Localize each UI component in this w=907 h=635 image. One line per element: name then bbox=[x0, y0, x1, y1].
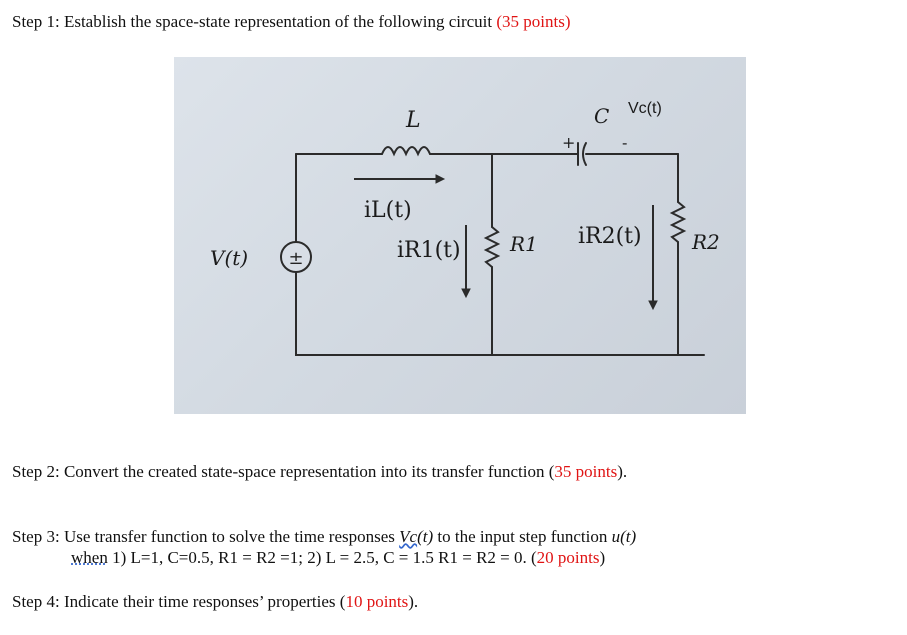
step2-heading bbox=[12, 462, 627, 482]
step3-text-b: to the input step function bbox=[433, 527, 612, 546]
step3-line2 bbox=[71, 548, 605, 568]
ir1-label: iR1(t) bbox=[397, 238, 461, 263]
step3-end: ) bbox=[599, 548, 606, 567]
step3-u: u bbox=[611, 527, 621, 546]
step3-text-a: Step 3: Use transfer function to solve the time responses bbox=[12, 527, 400, 546]
r2-zigzag bbox=[672, 202, 684, 242]
step1-text: Step 1: Establish the space-state representation of the following circuit bbox=[12, 12, 497, 31]
step1-heading bbox=[12, 12, 571, 32]
inductor-coil bbox=[382, 147, 430, 154]
step3-points: 20 points bbox=[536, 548, 600, 567]
cap-plus: + bbox=[562, 133, 576, 152]
step4-points: 10 points bbox=[345, 592, 409, 611]
source-sign: ± bbox=[288, 248, 304, 269]
inductor-label: L bbox=[406, 108, 421, 133]
source-label: V(t) bbox=[210, 246, 249, 270]
vc-label: Vc(t) bbox=[628, 100, 662, 117]
r1-label: R1 bbox=[510, 232, 538, 256]
bottom-wire bbox=[296, 154, 704, 355]
step2-text: Step 2: Convert the created state-space representation into its transfer function ( bbox=[12, 462, 555, 481]
step3-line1 bbox=[12, 527, 636, 547]
circuit-photo bbox=[174, 57, 746, 414]
step2-end: ). bbox=[617, 462, 628, 481]
r1-zigzag bbox=[486, 227, 498, 267]
step4-end: ). bbox=[408, 592, 419, 611]
il-label: iL(t) bbox=[364, 198, 412, 223]
capacitor-label: C bbox=[594, 104, 610, 128]
step4-text: Step 4: Indicate their time responses’ properties ( bbox=[12, 592, 346, 611]
r2-label: R2 bbox=[692, 230, 720, 254]
step3-vc: Vc bbox=[399, 527, 418, 546]
step3-conditions: 1) L=1, C=0.5, R1 = R2 =1; 2) L = 2.5, C = 1.5 R1 = R2 = 0. ( bbox=[107, 548, 537, 567]
ir2-label: iR2(t) bbox=[578, 224, 642, 249]
step1-points: (35 points) bbox=[496, 12, 571, 31]
circuit-diagram bbox=[174, 57, 746, 414]
step4-heading bbox=[12, 592, 418, 612]
cap-minus: - bbox=[622, 133, 628, 152]
step3-when: when bbox=[71, 548, 108, 567]
step3-u-t: (t) bbox=[620, 527, 637, 546]
step3-vc-t: (t) bbox=[417, 527, 434, 546]
step2-points: 35 points bbox=[554, 462, 618, 481]
